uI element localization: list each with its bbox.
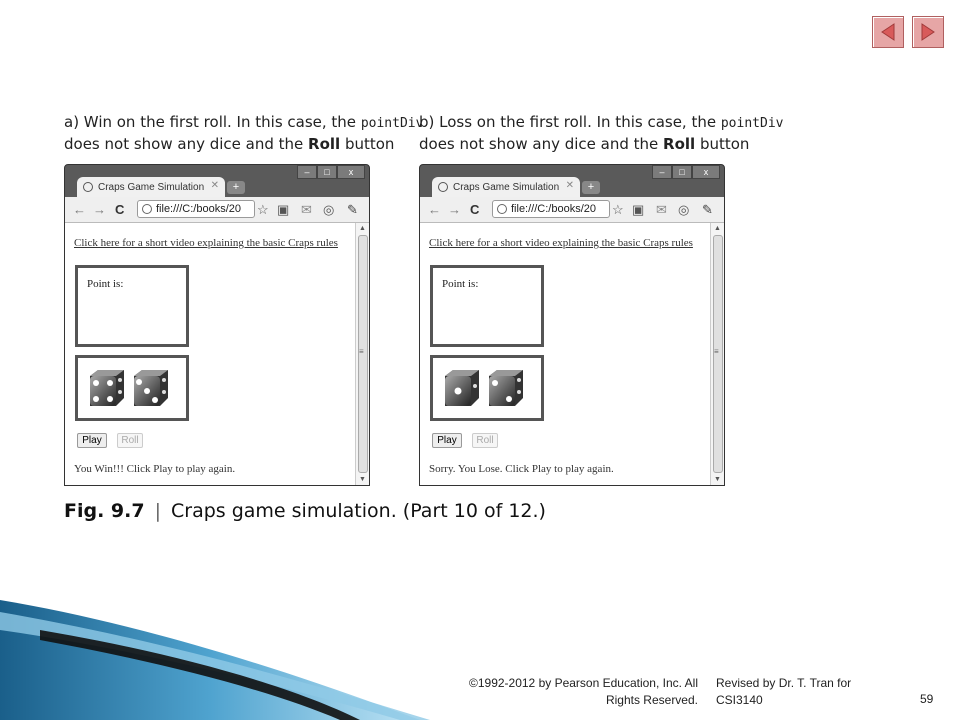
address-bar[interactable]: file:///C:/books/20 [137, 200, 255, 218]
forward-icon[interactable]: → [93, 202, 106, 217]
dice-div [75, 355, 189, 421]
dice-div [430, 355, 544, 421]
reload-icon[interactable]: C [115, 202, 125, 217]
browser-window-a [64, 164, 370, 486]
die-three-icon [128, 366, 170, 408]
mail-icon[interactable]: ✉ [656, 202, 667, 217]
close-tab-icon[interactable]: ✕ [210, 180, 219, 191]
globe-icon [438, 182, 448, 192]
wrench-icon[interactable]: ✎ [702, 202, 713, 217]
minimize-button[interactable]: – [652, 165, 672, 179]
page-icon [497, 204, 507, 214]
copyright-text: ©1992-2012 by Pearson Education, Inc. All Rights Reserved. [469, 676, 698, 707]
figure-separator: | [154, 500, 161, 522]
die-two-icon [483, 366, 525, 408]
scrollbar[interactable] [355, 223, 369, 485]
craps-rules-link[interactable]: Click here for a short video explaining the basic Craps rules [74, 237, 338, 249]
title-bar [65, 165, 369, 197]
status-message: Sorry. You Lose. Click Play to play again. [429, 463, 614, 475]
back-icon[interactable]: ← [73, 202, 86, 217]
caption-a: a) Win on the first roll. In this case, the pointDiv does not show any dice and the Roll button [64, 113, 424, 153]
page-number: 59 [920, 692, 934, 706]
arrow-right-icon [917, 21, 939, 43]
star-icon[interactable]: ☆ [257, 202, 269, 217]
play-button[interactable]: Play [432, 433, 462, 448]
caption-b: b) Loss on the first roll. In this case, the pointDiv does not show any dice and the Roll button [419, 113, 784, 153]
maximize-button[interactable]: □ [317, 165, 337, 179]
globe-icon [83, 182, 93, 192]
browser-tab[interactable] [432, 177, 580, 197]
tab-title: Craps Game Simulation [98, 181, 205, 193]
roll-button[interactable]: Roll [117, 433, 143, 448]
caption-b-code: pointDiv [720, 116, 784, 131]
close-tab-icon[interactable]: ✕ [565, 180, 574, 191]
play-button[interactable]: Play [77, 433, 107, 448]
extension-icon[interactable]: ◎ [323, 202, 335, 217]
back-icon[interactable]: ← [428, 202, 441, 217]
die-one-icon [439, 366, 481, 408]
star-icon[interactable]: ☆ [612, 202, 624, 217]
reload-icon[interactable]: C [470, 202, 480, 217]
scroll-up-icon[interactable]: ▲ [359, 225, 366, 232]
title-bar [420, 165, 724, 197]
toolbar [420, 197, 724, 223]
caption-a-bold: Roll [308, 135, 341, 153]
browser-window-b [419, 164, 725, 486]
point-label: Point is: [87, 278, 124, 290]
minimize-button[interactable]: – [297, 165, 317, 179]
scroll-grip-icon: ≡ [359, 347, 364, 356]
roll-button[interactable]: Roll [472, 433, 498, 448]
figure-text: Craps game simulation. (Part 10 of 12.) [171, 500, 546, 522]
close-window-button[interactable]: x [337, 165, 365, 179]
tab-title: Craps Game Simulation [453, 181, 560, 193]
translate-icon[interactable]: ▣ [277, 202, 290, 217]
point-div [75, 265, 189, 347]
arrow-left-icon [877, 21, 899, 43]
caption-a-code: pointDiv [360, 116, 424, 131]
wrench-icon[interactable]: ✎ [347, 202, 358, 217]
scroll-up-icon[interactable]: ▲ [714, 225, 721, 232]
status-message: You Win!!! Click Play to play again. [74, 463, 236, 475]
previous-slide-button[interactable] [872, 16, 904, 48]
point-div [430, 265, 544, 347]
scrollbar[interactable] [710, 223, 724, 485]
page-content [420, 223, 710, 485]
new-tab-button[interactable]: + [227, 181, 245, 194]
figure-label: Fig. 9.7 [64, 500, 145, 522]
close-window-button[interactable]: x [692, 165, 720, 179]
maximize-button[interactable]: □ [672, 165, 692, 179]
figure-caption [64, 500, 546, 522]
craps-rules-link[interactable]: Click here for a short video explaining the basic Craps rules [429, 237, 693, 249]
new-tab-button[interactable]: + [582, 181, 600, 194]
die-four-icon [84, 366, 126, 408]
next-slide-button[interactable] [912, 16, 944, 48]
extension-icon[interactable]: ◎ [678, 202, 690, 217]
revised-text: Revised by Dr. T. Tran for CSI3140 [716, 676, 852, 707]
page-content [65, 223, 355, 485]
scroll-down-icon[interactable]: ▼ [359, 476, 366, 483]
forward-icon[interactable]: → [448, 202, 461, 217]
scroll-down-icon[interactable]: ▼ [714, 476, 721, 483]
mail-icon[interactable]: ✉ [301, 202, 312, 217]
page-icon [142, 204, 152, 214]
browser-tab[interactable] [77, 177, 225, 197]
point-label: Point is: [442, 278, 479, 290]
translate-icon[interactable]: ▣ [632, 202, 645, 217]
toolbar [65, 197, 369, 223]
scroll-grip-icon: ≡ [714, 347, 719, 356]
address-bar[interactable]: file:///C:/books/20 [492, 200, 610, 218]
caption-b-bold: Roll [663, 135, 696, 153]
